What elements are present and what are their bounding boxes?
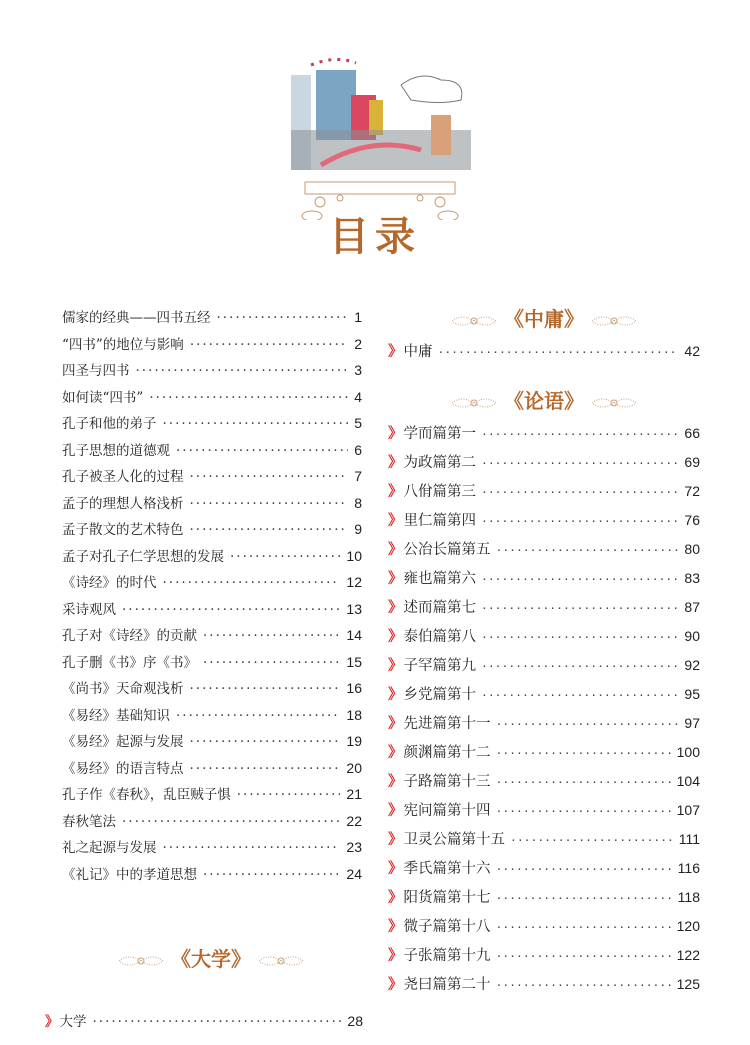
entry-title: 孟子的理想人格浅析 <box>62 495 184 512</box>
entry-title: 学而篇第一 <box>403 426 476 442</box>
page-number: 118 <box>677 889 700 905</box>
ancient-procession-illustration <box>291 55 471 170</box>
entry-title: 季氏篇第十六 <box>403 861 491 877</box>
page-number: 100 <box>676 744 700 760</box>
ornament-icon <box>117 950 165 966</box>
page-number: 24 <box>346 865 362 882</box>
page-number: 92 <box>684 657 700 673</box>
entry-title: 阳货篇第十七 <box>403 890 491 906</box>
dot-leader <box>163 575 341 591</box>
red-arrow-icon: 》 <box>388 861 403 877</box>
entry-title: 《易经》基础知识 <box>62 707 170 724</box>
page-number: 69 <box>684 454 700 470</box>
entry-title: 中庸 <box>403 344 433 360</box>
entry-title: 子张篇第十九 <box>403 948 491 964</box>
toc-entry[interactable] <box>62 810 362 830</box>
page-number: 21 <box>346 786 362 802</box>
page-number: 18 <box>346 706 362 723</box>
red-arrow-icon: 》 <box>388 803 403 819</box>
entry-title: 礼之起源与发展 <box>62 840 157 856</box>
toc-entry[interactable] <box>388 886 700 907</box>
entry-title: 《礼记》中的孝道思想 <box>62 866 197 883</box>
dot-leader <box>482 455 678 471</box>
dot-leader <box>237 787 341 803</box>
page-number: 66 <box>684 425 700 441</box>
dot-leader <box>497 774 671 790</box>
dot-leader <box>482 426 678 442</box>
entry-title: 子罕篇第九 <box>403 658 476 674</box>
page-number: 87 <box>684 599 700 615</box>
dot-leader <box>497 890 672 906</box>
dot-leader <box>497 745 671 761</box>
entry-title: 先进篇第十一 <box>403 716 491 732</box>
entry-title: 乡党篇第十 <box>403 687 476 703</box>
toc-entry[interactable] <box>62 704 362 724</box>
entry-title: 尧曰篇第二十 <box>403 977 491 993</box>
toc-entry[interactable] <box>388 654 700 675</box>
page-number: 2 <box>354 335 362 352</box>
entry-title: 孔子对《诗经》的贡献 <box>62 628 197 644</box>
toc-entry[interactable] <box>62 545 362 565</box>
toc-entry[interactable] <box>388 857 700 878</box>
page-number: 111 <box>678 831 700 847</box>
dot-leader <box>136 363 349 379</box>
page-number: 95 <box>684 686 700 702</box>
page-number: 5 <box>354 415 362 431</box>
toc-entry[interactable] <box>62 863 362 883</box>
page-number: 13 <box>346 600 362 617</box>
section-title: 《大学》 <box>171 947 251 971</box>
entry-title: 孔子思想的道德观 <box>62 442 170 459</box>
dot-leader <box>190 761 341 777</box>
red-arrow-icon: 》 <box>388 774 403 790</box>
page-number: 22 <box>346 812 362 829</box>
red-arrow-icon: 》 <box>388 948 403 964</box>
red-arrow-icon: 》 <box>388 571 403 587</box>
red-arrow-icon: 》 <box>388 455 403 471</box>
dot-leader <box>482 658 678 674</box>
dot-leader <box>482 600 678 616</box>
red-arrow-icon: 》 <box>388 745 403 761</box>
toc-entry[interactable] <box>388 741 700 762</box>
page-number: 125 <box>676 976 700 992</box>
dot-leader <box>176 443 348 459</box>
page-number: 14 <box>346 627 362 643</box>
entry-title: 如何读“四书” <box>62 389 144 406</box>
toc-entry[interactable] <box>388 509 700 530</box>
page-number: 116 <box>677 860 700 876</box>
dot-leader <box>190 734 341 750</box>
dot-leader <box>497 861 672 877</box>
page-number: 72 <box>684 483 700 499</box>
page-number: 8 <box>354 494 362 511</box>
dot-leader <box>190 496 349 512</box>
entry-title: 《易经》起源与发展 <box>62 734 184 750</box>
entry-title: 大学 <box>59 1014 87 1030</box>
dot-leader <box>511 832 673 848</box>
page-number: 4 <box>354 388 362 405</box>
ornament-icon <box>257 950 305 966</box>
toc-entry[interactable] <box>62 518 362 538</box>
entry-title: 孟子散文的艺术特色 <box>62 522 184 538</box>
dot-leader <box>217 310 349 326</box>
dot-leader <box>190 522 349 538</box>
toc-entry[interactable] <box>62 571 362 591</box>
toc-entry[interactable] <box>62 359 362 379</box>
section-heading <box>55 943 367 972</box>
entry-title: 为政篇第二 <box>403 455 476 471</box>
page-number: 3 <box>354 362 362 378</box>
toc-entry[interactable] <box>45 1010 363 1030</box>
dot-leader <box>497 948 671 964</box>
entry-title: 孔子和他的弟子 <box>62 416 157 432</box>
red-arrow-icon: 》 <box>388 716 403 732</box>
dot-leader <box>176 708 340 724</box>
dot-leader <box>163 416 349 432</box>
entry-title: 《尚书》天命观浅析 <box>62 681 184 697</box>
entry-title: 八佾篇第三 <box>403 484 476 500</box>
toc-entry[interactable] <box>388 538 700 559</box>
toc-entry[interactable] <box>62 412 362 432</box>
dot-leader <box>190 681 341 697</box>
page-number: 6 <box>354 441 362 458</box>
red-arrow-icon: 》 <box>388 629 403 645</box>
red-arrow-icon: 》 <box>388 484 403 500</box>
dot-leader <box>497 919 671 935</box>
dot-leader <box>497 716 679 732</box>
toc-entry[interactable] <box>388 567 700 588</box>
red-arrow-icon: 》 <box>388 600 403 616</box>
red-arrow-icon: 》 <box>388 658 403 674</box>
toc-entry[interactable] <box>62 783 362 803</box>
red-arrow-icon: 》 <box>388 832 403 848</box>
dot-leader <box>497 803 671 819</box>
page-number: 120 <box>676 918 700 934</box>
page-number: 23 <box>346 839 362 855</box>
page-number: 104 <box>676 773 700 789</box>
page-number: 10 <box>346 547 362 564</box>
dot-leader <box>203 655 340 671</box>
toc-entry[interactable] <box>388 683 700 704</box>
entry-title: 孔子删《书》序《书》 <box>62 654 197 671</box>
toc-entry[interactable] <box>62 677 362 697</box>
dot-leader <box>230 549 340 565</box>
page-number: 83 <box>684 570 700 586</box>
entry-title: 春秋笔法 <box>62 813 116 830</box>
dot-leader <box>482 629 678 645</box>
toc-entry[interactable] <box>388 944 700 965</box>
toc-entry[interactable] <box>62 730 362 750</box>
dot-leader <box>149 390 348 406</box>
section-title: 《论语》 <box>504 389 584 413</box>
red-arrow-icon: 》 <box>388 344 403 360</box>
dot-leader <box>163 840 341 856</box>
page-number: 15 <box>346 653 362 670</box>
ornament-icon <box>450 310 498 326</box>
toc-entry[interactable] <box>62 651 362 671</box>
dot-leader <box>93 1014 342 1030</box>
page-number: 90 <box>684 628 700 644</box>
dot-leader <box>439 344 679 360</box>
page-number: 76 <box>684 512 700 528</box>
entry-title: 公冶长篇第五 <box>403 542 491 558</box>
entry-title: 采诗观风 <box>62 601 116 618</box>
entry-title: 孔子被圣人化的过程 <box>62 469 184 485</box>
ornament-icon <box>590 392 638 408</box>
entry-title: 卫灵公篇第十五 <box>403 832 505 848</box>
toc-entry[interactable] <box>62 492 362 512</box>
red-arrow-icon: 》 <box>388 426 403 442</box>
ornament-icon <box>450 392 498 408</box>
entry-title: 孔子作《春秋》，乱臣贼子惧 <box>62 787 231 803</box>
entry-title: 泰伯篇第八 <box>403 629 476 645</box>
toc-entry[interactable] <box>62 836 362 856</box>
toc-entry[interactable] <box>388 596 700 617</box>
page-number: 97 <box>684 715 700 731</box>
dot-leader <box>122 814 340 830</box>
dot-leader <box>497 977 671 993</box>
entry-title: 颜渊篇第十二 <box>403 745 491 761</box>
page-number: 107 <box>676 802 700 818</box>
entry-title: 《易经》的语言特点 <box>62 760 184 777</box>
page-number: 122 <box>676 947 700 963</box>
entry-title: 《诗经》的时代 <box>62 575 157 591</box>
dot-leader <box>190 469 349 485</box>
page-number: 20 <box>346 759 362 776</box>
toc-entry[interactable] <box>62 386 362 406</box>
section-heading <box>388 303 700 332</box>
dot-leader <box>482 571 678 587</box>
toc-entry[interactable] <box>62 333 362 353</box>
dot-leader <box>203 867 340 883</box>
page-number: 19 <box>346 733 362 749</box>
dot-leader <box>497 542 679 558</box>
dot-leader <box>482 484 678 500</box>
red-arrow-icon: 》 <box>388 687 403 703</box>
entry-title: 四圣与四书 <box>62 363 130 379</box>
toc-entry[interactable] <box>62 757 362 777</box>
toc-entry[interactable] <box>388 480 700 501</box>
page-number: 16 <box>346 680 362 696</box>
section-heading <box>388 385 700 414</box>
entry-title: 微子篇第十八 <box>403 919 491 935</box>
entry-title: 雍也篇第六 <box>403 571 476 587</box>
toc-entry[interactable] <box>388 799 700 820</box>
page-number: 12 <box>346 574 362 590</box>
entry-title: 宪问篇第十四 <box>403 803 491 819</box>
red-arrow-icon: 》 <box>388 542 403 558</box>
entry-title: 里仁篇第四 <box>403 513 476 529</box>
dot-leader <box>122 602 340 618</box>
page-number: 1 <box>354 309 362 325</box>
toc-entry[interactable] <box>388 770 700 791</box>
page-number: 42 <box>684 343 700 359</box>
section-title: 《中庸》 <box>504 307 584 331</box>
entry-title: 儒家的经典——四书五经 <box>62 310 211 326</box>
dot-leader <box>190 337 348 353</box>
page-number: 7 <box>354 468 362 484</box>
red-arrow-icon: 》 <box>388 890 403 906</box>
toc-entry[interactable] <box>388 915 700 936</box>
ornament-icon <box>590 310 638 326</box>
toc-entry[interactable] <box>388 451 700 472</box>
entry-title: 子路篇第十三 <box>403 774 491 790</box>
red-arrow-icon: 》 <box>388 977 403 993</box>
dot-leader <box>482 513 678 529</box>
toc-entry[interactable] <box>388 625 700 646</box>
red-arrow-icon: 》 <box>388 919 403 935</box>
toc-entry[interactable] <box>388 712 700 733</box>
page-number: 9 <box>354 521 362 537</box>
toc-entry[interactable] <box>388 828 700 849</box>
toc-entry[interactable] <box>388 422 700 443</box>
dot-leader <box>203 628 340 644</box>
toc-entry[interactable] <box>388 340 700 361</box>
entry-title: 述而篇第七 <box>403 600 476 616</box>
toc-entry[interactable] <box>62 598 362 618</box>
entry-title: “四书”的地位与影响 <box>62 336 184 353</box>
red-arrow-icon: 》 <box>388 513 403 529</box>
page-number: 80 <box>684 541 700 557</box>
toc-entry[interactable] <box>62 624 362 644</box>
toc-entry[interactable] <box>388 973 700 994</box>
dot-leader <box>482 687 678 703</box>
toc-entry[interactable] <box>62 465 362 485</box>
page-number: 28 <box>347 1013 363 1029</box>
page-title: 目录 <box>329 213 421 260</box>
entry-title: 孟子对孔子仁学思想的发展 <box>62 548 224 565</box>
toc-entry[interactable] <box>62 306 362 326</box>
red-arrow-icon: 》 <box>45 1014 59 1030</box>
toc-entry[interactable] <box>62 439 362 459</box>
